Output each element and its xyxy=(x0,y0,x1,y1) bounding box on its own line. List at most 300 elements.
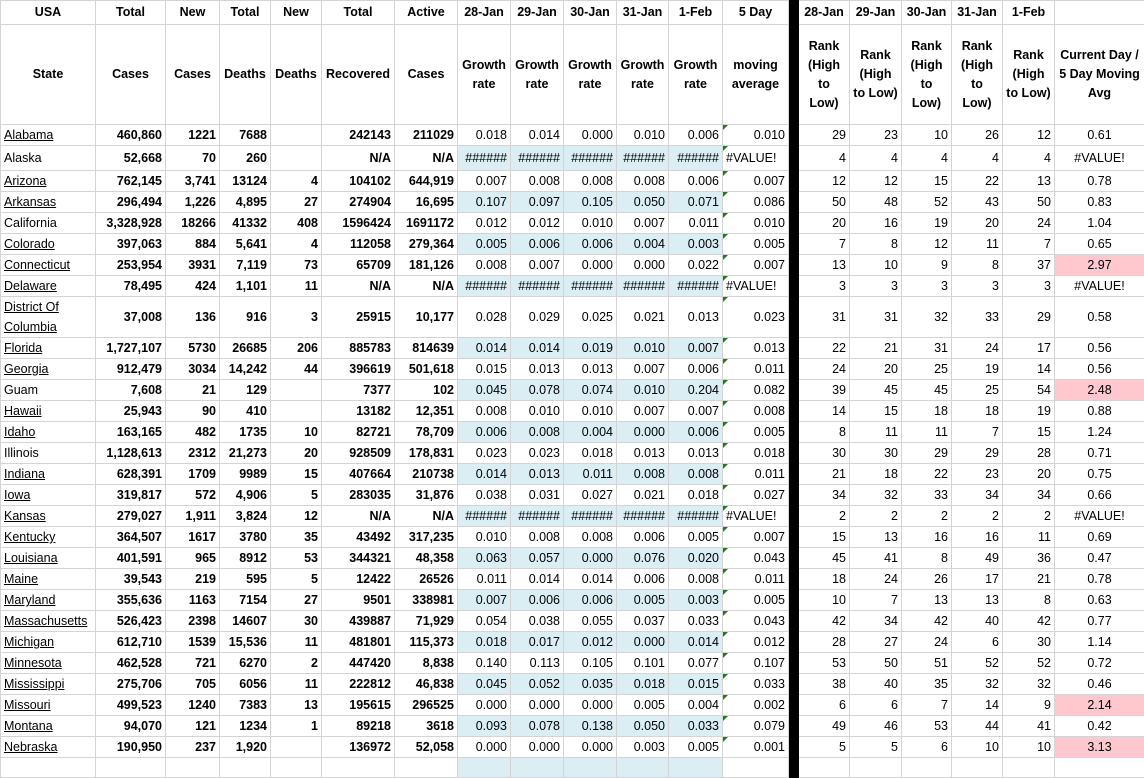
growth-rate-cell[interactable]: 0.045 xyxy=(458,380,511,401)
recovered-cell[interactable]: 344321 xyxy=(322,548,395,569)
growth-rate-cell[interactable]: 0.033 xyxy=(669,611,723,632)
total-cases-cell[interactable]: 462,528 xyxy=(96,653,166,674)
rank-cell[interactable]: 42 xyxy=(902,611,952,632)
moving-average-cell[interactable]: 0.043 xyxy=(723,611,789,632)
rank-cell[interactable]: 15 xyxy=(799,527,850,548)
ratio-cell[interactable]: 0.83 xyxy=(1055,192,1144,213)
new-cases-cell[interactable]: 705 xyxy=(166,674,220,695)
growth-rate-cell[interactable]: 0.071 xyxy=(669,192,723,213)
total-deaths-cell[interactable]: 7688 xyxy=(220,125,271,146)
recovered-cell[interactable]: 25915 xyxy=(322,297,395,338)
new-deaths-cell[interactable]: 206 xyxy=(271,338,322,359)
growth-rate-cell[interactable]: 0.020 xyxy=(669,548,723,569)
empty-cell[interactable] xyxy=(1,758,96,778)
growth-rate-cell[interactable]: 0.010 xyxy=(564,401,617,422)
growth-rate-cell[interactable]: 0.050 xyxy=(617,716,669,737)
rank-cell[interactable]: 15 xyxy=(850,401,902,422)
new-deaths-cell[interactable]: 73 xyxy=(271,255,322,276)
rank-cell[interactable]: 18 xyxy=(952,401,1003,422)
rank-cell[interactable]: 30 xyxy=(850,443,902,464)
new-deaths-cell[interactable]: 15 xyxy=(271,464,322,485)
growth-rate-cell[interactable]: 0.045 xyxy=(458,674,511,695)
growth-rate-cell[interactable]: 0.004 xyxy=(564,422,617,443)
growth-rate-cell[interactable]: ###### xyxy=(458,506,511,527)
rank-cell[interactable]: 45 xyxy=(799,548,850,569)
rank-cell[interactable]: 4 xyxy=(902,146,952,171)
recovered-cell[interactable]: 89218 xyxy=(322,716,395,737)
column-header-top[interactable]: 30-Jan xyxy=(902,1,952,25)
rank-cell[interactable]: 18 xyxy=(902,401,952,422)
moving-average-cell[interactable]: 0.082 xyxy=(723,380,789,401)
growth-rate-cell[interactable]: 0.029 xyxy=(511,297,564,338)
rank-cell[interactable]: 15 xyxy=(902,171,952,192)
growth-rate-cell[interactable]: 0.054 xyxy=(458,611,511,632)
new-cases-cell[interactable]: 1539 xyxy=(166,632,220,653)
total-cases-cell[interactable]: 296,494 xyxy=(96,192,166,213)
new-cases-cell[interactable]: 18266 xyxy=(166,213,220,234)
growth-rate-cell[interactable]: 0.010 xyxy=(458,527,511,548)
moving-average-cell[interactable]: 0.007 xyxy=(723,171,789,192)
state-cell[interactable] xyxy=(1,464,96,485)
recovered-cell[interactable]: 13182 xyxy=(322,401,395,422)
new-deaths-cell[interactable]: 1 xyxy=(271,716,322,737)
ratio-cell[interactable]: 1.04 xyxy=(1055,213,1144,234)
growth-rate-cell[interactable]: 0.013 xyxy=(564,359,617,380)
active-cases-cell[interactable]: 181,126 xyxy=(395,255,458,276)
total-deaths-cell[interactable]: 15,536 xyxy=(220,632,271,653)
empty-cell[interactable] xyxy=(322,758,395,778)
total-cases-cell[interactable]: 1,727,107 xyxy=(96,338,166,359)
column-header-top[interactable]: New xyxy=(271,1,322,25)
growth-rate-cell[interactable]: 0.105 xyxy=(564,192,617,213)
empty-cell[interactable] xyxy=(952,758,1003,778)
column-header-top[interactable]: 31-Jan xyxy=(952,1,1003,25)
growth-rate-cell[interactable]: 0.007 xyxy=(617,213,669,234)
state-name[interactable]: Arkansas xyxy=(4,195,56,209)
rank-cell[interactable]: 17 xyxy=(952,569,1003,590)
growth-rate-cell[interactable]: 0.000 xyxy=(458,695,511,716)
rank-cell[interactable]: 9 xyxy=(902,255,952,276)
growth-rate-cell[interactable]: 0.007 xyxy=(669,401,723,422)
growth-rate-cell[interactable]: 0.006 xyxy=(669,125,723,146)
rank-cell[interactable]: 13 xyxy=(902,590,952,611)
growth-rate-cell[interactable]: ###### xyxy=(617,506,669,527)
column-header-top[interactable]: Total xyxy=(96,1,166,25)
total-cases-cell[interactable]: 25,943 xyxy=(96,401,166,422)
growth-rate-cell[interactable]: 0.003 xyxy=(617,737,669,758)
state-cell[interactable] xyxy=(1,506,96,527)
rank-cell[interactable]: 14 xyxy=(1003,359,1055,380)
growth-rate-cell[interactable]: 0.015 xyxy=(669,674,723,695)
ratio-cell[interactable]: 0.65 xyxy=(1055,234,1144,255)
rank-cell[interactable]: 4 xyxy=(799,146,850,171)
growth-rate-cell[interactable]: 0.008 xyxy=(564,527,617,548)
growth-rate-cell[interactable]: ###### xyxy=(617,146,669,171)
new-cases-cell[interactable]: 21 xyxy=(166,380,220,401)
rank-cell[interactable]: 24 xyxy=(850,569,902,590)
growth-rate-cell[interactable]: ###### xyxy=(564,506,617,527)
recovered-cell[interactable]: 112058 xyxy=(322,234,395,255)
growth-rate-cell[interactable]: 0.037 xyxy=(617,611,669,632)
ratio-cell[interactable]: 0.66 xyxy=(1055,485,1144,506)
rank-cell[interactable]: 27 xyxy=(850,632,902,653)
rank-cell[interactable]: 7 xyxy=(850,590,902,611)
growth-rate-cell[interactable]: 0.000 xyxy=(564,737,617,758)
column-header[interactable]: Growth rate xyxy=(458,25,511,125)
rank-cell[interactable]: 31 xyxy=(799,297,850,338)
empty-cell[interactable] xyxy=(799,758,850,778)
active-cases-cell[interactable]: 46,838 xyxy=(395,674,458,695)
new-cases-cell[interactable]: 136 xyxy=(166,297,220,338)
moving-average-cell[interactable]: 0.001 xyxy=(723,737,789,758)
total-cases-cell[interactable]: 499,523 xyxy=(96,695,166,716)
state-cell[interactable] xyxy=(1,255,96,276)
growth-rate-cell[interactable]: 0.014 xyxy=(511,125,564,146)
new-deaths-cell[interactable] xyxy=(271,737,322,758)
state-cell[interactable] xyxy=(1,297,96,338)
growth-rate-cell[interactable]: ###### xyxy=(458,146,511,171)
rank-cell[interactable]: 39 xyxy=(799,380,850,401)
rank-cell[interactable]: 6 xyxy=(850,695,902,716)
new-deaths-cell[interactable]: 44 xyxy=(271,359,322,380)
ratio-cell[interactable]: #VALUE! xyxy=(1055,276,1144,297)
new-cases-cell[interactable]: 3,741 xyxy=(166,171,220,192)
rank-cell[interactable]: 40 xyxy=(952,611,1003,632)
column-header-top[interactable]: USA xyxy=(1,1,96,25)
growth-rate-cell[interactable]: 0.008 xyxy=(564,171,617,192)
rank-cell[interactable]: 8 xyxy=(1003,590,1055,611)
rank-cell[interactable]: 50 xyxy=(850,653,902,674)
growth-rate-cell[interactable]: 0.005 xyxy=(458,234,511,255)
moving-average-cell[interactable]: 0.013 xyxy=(723,338,789,359)
active-cases-cell[interactable]: 48,358 xyxy=(395,548,458,569)
rank-cell[interactable]: 53 xyxy=(902,716,952,737)
ratio-cell[interactable]: 3.13 xyxy=(1055,737,1144,758)
new-deaths-cell[interactable]: 20 xyxy=(271,443,322,464)
rank-cell[interactable]: 17 xyxy=(1003,338,1055,359)
new-cases-cell[interactable]: 219 xyxy=(166,569,220,590)
ratio-cell[interactable]: 0.71 xyxy=(1055,443,1144,464)
state-cell[interactable] xyxy=(1,380,96,401)
total-deaths-cell[interactable]: 3780 xyxy=(220,527,271,548)
growth-rate-cell[interactable]: 0.000 xyxy=(617,632,669,653)
active-cases-cell[interactable]: 115,373 xyxy=(395,632,458,653)
active-cases-cell[interactable]: 52,058 xyxy=(395,737,458,758)
growth-rate-cell[interactable]: 0.005 xyxy=(669,527,723,548)
moving-average-cell[interactable]: #VALUE! xyxy=(723,276,789,297)
total-cases-cell[interactable]: 364,507 xyxy=(96,527,166,548)
column-header[interactable]: Cases xyxy=(166,25,220,125)
rank-cell[interactable]: 20 xyxy=(799,213,850,234)
rank-cell[interactable]: 22 xyxy=(799,338,850,359)
growth-rate-cell[interactable]: 0.010 xyxy=(617,125,669,146)
state-cell[interactable] xyxy=(1,401,96,422)
growth-rate-cell[interactable]: ###### xyxy=(511,506,564,527)
ratio-cell[interactable]: 0.56 xyxy=(1055,359,1144,380)
growth-rate-cell[interactable]: 0.000 xyxy=(617,422,669,443)
growth-rate-cell[interactable]: 0.003 xyxy=(669,234,723,255)
new-deaths-cell[interactable]: 12 xyxy=(271,506,322,527)
empty-cell[interactable] xyxy=(511,758,564,778)
growth-rate-cell[interactable]: 0.050 xyxy=(617,192,669,213)
growth-rate-cell[interactable]: 0.018 xyxy=(617,674,669,695)
moving-average-cell[interactable]: 0.010 xyxy=(723,213,789,234)
total-deaths-cell[interactable]: 5,641 xyxy=(220,234,271,255)
new-deaths-cell[interactable]: 11 xyxy=(271,674,322,695)
column-header-top[interactable]: 1-Feb xyxy=(1003,1,1055,25)
rank-cell[interactable]: 38 xyxy=(799,674,850,695)
new-deaths-cell[interactable]: 10 xyxy=(271,422,322,443)
total-cases-cell[interactable]: 94,070 xyxy=(96,716,166,737)
recovered-cell[interactable]: 82721 xyxy=(322,422,395,443)
column-header-top[interactable]: 29-Jan xyxy=(511,1,564,25)
growth-rate-cell[interactable]: 0.012 xyxy=(458,213,511,234)
moving-average-cell[interactable]: 0.027 xyxy=(723,485,789,506)
total-deaths-cell[interactable]: 1234 xyxy=(220,716,271,737)
growth-rate-cell[interactable]: 0.010 xyxy=(617,338,669,359)
state-name[interactable]: Maryland xyxy=(4,593,55,607)
rank-cell[interactable]: 3 xyxy=(850,276,902,297)
moving-average-cell[interactable]: 0.005 xyxy=(723,422,789,443)
growth-rate-cell[interactable]: 0.003 xyxy=(669,590,723,611)
rank-cell[interactable]: 8 xyxy=(850,234,902,255)
growth-rate-cell[interactable]: 0.025 xyxy=(564,297,617,338)
empty-cell[interactable] xyxy=(850,758,902,778)
state-name[interactable]: Maine xyxy=(4,572,38,586)
growth-rate-cell[interactable]: 0.010 xyxy=(511,401,564,422)
rank-cell[interactable]: 2 xyxy=(952,506,1003,527)
growth-rate-cell[interactable]: ###### xyxy=(669,276,723,297)
growth-rate-cell[interactable]: ###### xyxy=(564,276,617,297)
growth-rate-cell[interactable]: 0.000 xyxy=(564,695,617,716)
active-cases-cell[interactable]: 102 xyxy=(395,380,458,401)
total-deaths-cell[interactable]: 7383 xyxy=(220,695,271,716)
new-deaths-cell[interactable]: 11 xyxy=(271,276,322,297)
active-cases-cell[interactable]: 1691172 xyxy=(395,213,458,234)
growth-rate-cell[interactable]: 0.018 xyxy=(458,125,511,146)
growth-rate-cell[interactable]: 0.038 xyxy=(511,611,564,632)
rank-cell[interactable]: 24 xyxy=(1003,213,1055,234)
total-deaths-cell[interactable]: 13124 xyxy=(220,171,271,192)
recovered-cell[interactable]: 242143 xyxy=(322,125,395,146)
column-header-top[interactable]: 28-Jan xyxy=(799,1,850,25)
state-name[interactable]: Kentucky xyxy=(4,530,55,544)
state-name[interactable]: Hawaii xyxy=(4,404,42,418)
growth-rate-cell[interactable]: 0.019 xyxy=(564,338,617,359)
rank-cell[interactable]: 22 xyxy=(902,464,952,485)
rank-cell[interactable]: 10 xyxy=(850,255,902,276)
rank-cell[interactable]: 30 xyxy=(799,443,850,464)
new-deaths-cell[interactable] xyxy=(271,401,322,422)
moving-average-cell[interactable]: 0.002 xyxy=(723,695,789,716)
growth-rate-cell[interactable]: 0.010 xyxy=(564,213,617,234)
new-deaths-cell[interactable] xyxy=(271,380,322,401)
column-header[interactable]: Growth rate xyxy=(564,25,617,125)
state-cell[interactable] xyxy=(1,653,96,674)
rank-cell[interactable]: 31 xyxy=(902,338,952,359)
rank-cell[interactable]: 2 xyxy=(799,506,850,527)
new-deaths-cell[interactable]: 4 xyxy=(271,234,322,255)
growth-rate-cell[interactable]: 0.006 xyxy=(564,590,617,611)
growth-rate-cell[interactable]: 0.031 xyxy=(511,485,564,506)
growth-rate-cell[interactable]: 0.033 xyxy=(669,716,723,737)
rank-cell[interactable]: 50 xyxy=(1003,192,1055,213)
column-header-top[interactable]: 30-Jan xyxy=(564,1,617,25)
ratio-cell[interactable]: 0.78 xyxy=(1055,171,1144,192)
growth-rate-cell[interactable]: ###### xyxy=(669,146,723,171)
growth-rate-cell[interactable]: 0.078 xyxy=(511,380,564,401)
recovered-cell[interactable]: 885783 xyxy=(322,338,395,359)
recovered-cell[interactable]: 1596424 xyxy=(322,213,395,234)
empty-cell[interactable] xyxy=(1055,758,1144,778)
new-cases-cell[interactable]: 237 xyxy=(166,737,220,758)
column-header[interactable]: Rank (High to Low) xyxy=(1003,25,1055,125)
rank-cell[interactable]: 50 xyxy=(799,192,850,213)
total-deaths-cell[interactable]: 1,101 xyxy=(220,276,271,297)
growth-rate-cell[interactable]: 0.006 xyxy=(511,234,564,255)
rank-cell[interactable]: 2 xyxy=(1003,506,1055,527)
ratio-cell[interactable]: 0.78 xyxy=(1055,569,1144,590)
total-deaths-cell[interactable]: 8912 xyxy=(220,548,271,569)
column-header-top[interactable] xyxy=(1055,1,1144,25)
total-cases-cell[interactable]: 163,165 xyxy=(96,422,166,443)
ratio-cell[interactable]: 0.63 xyxy=(1055,590,1144,611)
rank-cell[interactable]: 40 xyxy=(850,674,902,695)
rank-cell[interactable]: 34 xyxy=(1003,485,1055,506)
rank-cell[interactable]: 33 xyxy=(952,297,1003,338)
growth-rate-cell[interactable]: 0.101 xyxy=(617,653,669,674)
rank-cell[interactable]: 7 xyxy=(952,422,1003,443)
empty-cell[interactable] xyxy=(902,758,952,778)
growth-rate-cell[interactable]: 0.006 xyxy=(617,527,669,548)
state-name[interactable]: District Of Columbia xyxy=(4,300,59,334)
total-cases-cell[interactable]: 39,543 xyxy=(96,569,166,590)
ratio-cell[interactable]: 0.46 xyxy=(1055,674,1144,695)
recovered-cell[interactable]: 43492 xyxy=(322,527,395,548)
new-deaths-cell[interactable] xyxy=(271,146,322,171)
rank-cell[interactable]: 28 xyxy=(799,632,850,653)
rank-cell[interactable]: 41 xyxy=(850,548,902,569)
rank-cell[interactable]: 2 xyxy=(850,506,902,527)
moving-average-cell[interactable]: 0.005 xyxy=(723,590,789,611)
rank-cell[interactable]: 21 xyxy=(1003,569,1055,590)
rank-cell[interactable]: 26 xyxy=(952,125,1003,146)
growth-rate-cell[interactable]: 0.011 xyxy=(669,213,723,234)
column-header-top[interactable]: 31-Jan xyxy=(617,1,669,25)
new-cases-cell[interactable]: 1240 xyxy=(166,695,220,716)
moving-average-cell[interactable]: 0.012 xyxy=(723,632,789,653)
growth-rate-cell[interactable]: 0.008 xyxy=(669,569,723,590)
growth-rate-cell[interactable]: 0.074 xyxy=(564,380,617,401)
rank-cell[interactable]: 16 xyxy=(952,527,1003,548)
growth-rate-cell[interactable]: 0.006 xyxy=(511,590,564,611)
state-cell[interactable] xyxy=(1,359,96,380)
rank-cell[interactable]: 13 xyxy=(850,527,902,548)
growth-rate-cell[interactable]: 0.008 xyxy=(511,422,564,443)
rank-cell[interactable]: 29 xyxy=(1003,297,1055,338)
rank-cell[interactable]: 48 xyxy=(850,192,902,213)
active-cases-cell[interactable]: 814639 xyxy=(395,338,458,359)
growth-rate-cell[interactable]: 0.005 xyxy=(617,590,669,611)
rank-cell[interactable]: 5 xyxy=(799,737,850,758)
growth-rate-cell[interactable]: ###### xyxy=(511,276,564,297)
growth-rate-cell[interactable]: 0.007 xyxy=(617,359,669,380)
rank-cell[interactable]: 3 xyxy=(799,276,850,297)
column-header-top[interactable]: New xyxy=(166,1,220,25)
growth-rate-cell[interactable]: ###### xyxy=(669,506,723,527)
rank-cell[interactable]: 20 xyxy=(952,213,1003,234)
new-deaths-cell[interactable]: 35 xyxy=(271,527,322,548)
rank-cell[interactable]: 12 xyxy=(850,171,902,192)
moving-average-cell[interactable]: 0.079 xyxy=(723,716,789,737)
growth-rate-cell[interactable]: 0.007 xyxy=(458,590,511,611)
active-cases-cell[interactable]: 211029 xyxy=(395,125,458,146)
rank-cell[interactable]: 41 xyxy=(1003,716,1055,737)
active-cases-cell[interactable]: 10,177 xyxy=(395,297,458,338)
active-cases-cell[interactable]: 279,364 xyxy=(395,234,458,255)
moving-average-cell[interactable]: 0.010 xyxy=(723,125,789,146)
growth-rate-cell[interactable]: 0.028 xyxy=(458,297,511,338)
state-cell[interactable] xyxy=(1,590,96,611)
growth-rate-cell[interactable]: 0.004 xyxy=(669,695,723,716)
state-name[interactable]: Mississippi xyxy=(4,677,64,691)
growth-rate-cell[interactable]: 0.018 xyxy=(458,632,511,653)
rank-cell[interactable]: 12 xyxy=(799,171,850,192)
state-cell[interactable] xyxy=(1,527,96,548)
empty-cell[interactable] xyxy=(669,758,723,778)
growth-rate-cell[interactable]: 0.013 xyxy=(511,359,564,380)
rank-cell[interactable]: 19 xyxy=(902,213,952,234)
rank-cell[interactable]: 25 xyxy=(952,380,1003,401)
column-header[interactable]: Rank (High to Low) xyxy=(850,25,902,125)
rank-cell[interactable]: 23 xyxy=(850,125,902,146)
state-name[interactable]: Montana xyxy=(4,719,53,733)
growth-rate-cell[interactable]: 0.077 xyxy=(669,653,723,674)
total-cases-cell[interactable]: 7,608 xyxy=(96,380,166,401)
new-cases-cell[interactable]: 1163 xyxy=(166,590,220,611)
growth-rate-cell[interactable]: 0.007 xyxy=(511,255,564,276)
rank-cell[interactable]: 13 xyxy=(952,590,1003,611)
growth-rate-cell[interactable]: 0.008 xyxy=(511,527,564,548)
growth-rate-cell[interactable]: 0.014 xyxy=(511,569,564,590)
rank-cell[interactable]: 16 xyxy=(902,527,952,548)
rank-cell[interactable]: 32 xyxy=(902,297,952,338)
recovered-cell[interactable]: 12422 xyxy=(322,569,395,590)
rank-cell[interactable]: 37 xyxy=(1003,255,1055,276)
rank-cell[interactable]: 32 xyxy=(952,674,1003,695)
growth-rate-cell[interactable]: 0.006 xyxy=(669,359,723,380)
empty-cell[interactable] xyxy=(166,758,220,778)
growth-rate-cell[interactable]: 0.057 xyxy=(511,548,564,569)
growth-rate-cell[interactable]: ###### xyxy=(458,276,511,297)
recovered-cell[interactable]: 481801 xyxy=(322,632,395,653)
moving-average-cell[interactable]: 0.007 xyxy=(723,527,789,548)
column-header-top[interactable]: Total xyxy=(220,1,271,25)
state-cell[interactable] xyxy=(1,695,96,716)
column-header[interactable]: Cases xyxy=(395,25,458,125)
state-cell[interactable] xyxy=(1,276,96,297)
growth-rate-cell[interactable]: 0.014 xyxy=(669,632,723,653)
column-header-top[interactable]: 29-Jan xyxy=(850,1,902,25)
growth-rate-cell[interactable]: 0.052 xyxy=(511,674,564,695)
empty-cell[interactable] xyxy=(617,758,669,778)
total-cases-cell[interactable]: 319,817 xyxy=(96,485,166,506)
rank-cell[interactable]: 7 xyxy=(799,234,850,255)
rank-cell[interactable]: 36 xyxy=(1003,548,1055,569)
growth-rate-cell[interactable]: 0.035 xyxy=(564,674,617,695)
moving-average-cell[interactable]: 0.011 xyxy=(723,359,789,380)
new-cases-cell[interactable]: 121 xyxy=(166,716,220,737)
